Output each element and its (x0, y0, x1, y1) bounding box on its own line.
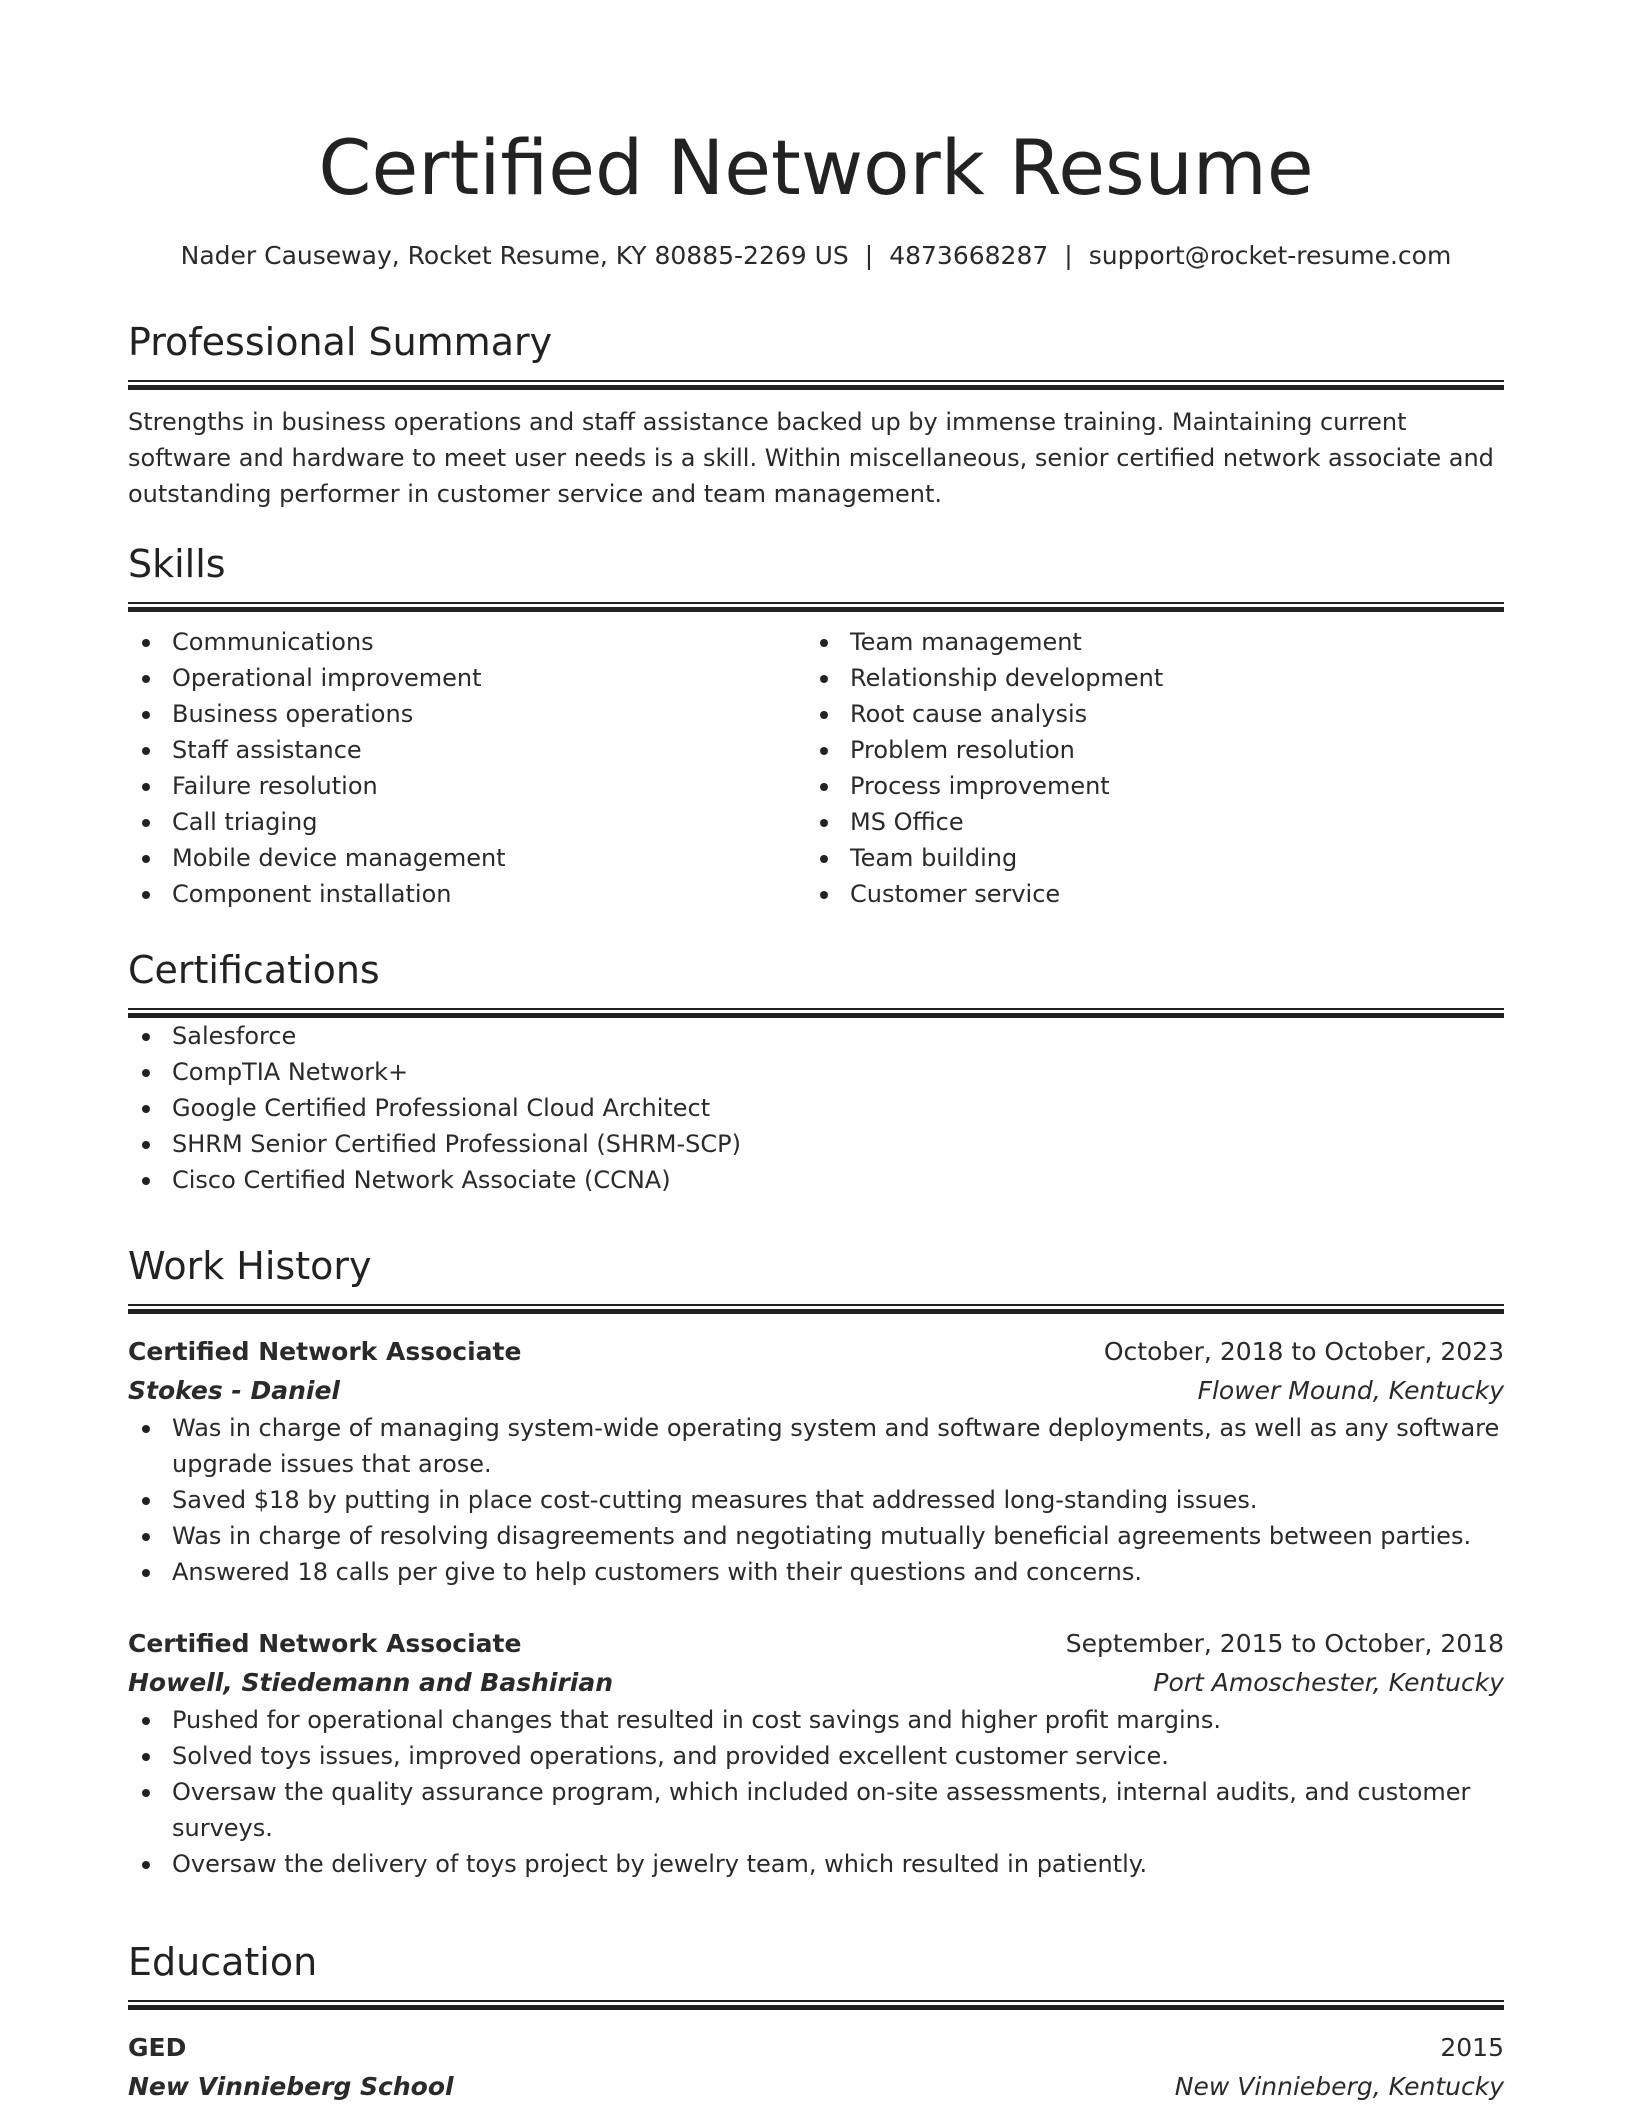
job-header-row (128, 1624, 1504, 1663)
education-heading: Education (128, 1940, 318, 1984)
job-bullets (128, 1702, 1504, 1882)
work-history-heading: Work History (128, 1244, 372, 1288)
job-bullet: Answered 18 calls per give to help customers with their questions and concerns. (128, 1554, 1504, 1590)
skill-item: Operational improvement (128, 660, 806, 696)
skill-item: Staff assistance (128, 732, 806, 768)
skill-item: Problem resolution (806, 732, 1484, 768)
skills-section (128, 538, 1504, 912)
contact-email: support@rocket-resume.com (1088, 241, 1452, 270)
skill-item: Component installation (128, 876, 806, 912)
skills-heading: Skills (128, 542, 226, 586)
job-bullet: Solved toys issues, improved operations, and provided excellent customer service. (128, 1738, 1504, 1774)
job-company-row (128, 1371, 1504, 1410)
skill-item: Failure resolution (128, 768, 806, 804)
section-divider (128, 2000, 1504, 2010)
education-school: New Vinnieberg School (128, 2072, 454, 2101)
contact-separator: | (1064, 241, 1073, 270)
work-history-section (128, 1240, 1504, 1882)
job-location: Port Amoschester, Kentucky (1153, 1668, 1504, 1697)
certification-item: CompTIA Network+ (128, 1054, 1504, 1090)
job-bullets (128, 1410, 1504, 1590)
skill-item: Team management (806, 624, 1484, 660)
education-header-row (128, 2028, 1504, 2067)
job-bullet: Saved $18 by putting in place cost-cutting measures that addressed long-standing issues. (128, 1482, 1504, 1518)
skill-item: Relationship development (806, 660, 1484, 696)
skills-grid (128, 624, 1504, 912)
certifications-section (128, 944, 1504, 1198)
skill-item: Root cause analysis (806, 696, 1484, 732)
job-entry (128, 1332, 1504, 1590)
certifications-heading: Certifications (128, 948, 380, 992)
job-entry (128, 1624, 1504, 1882)
skill-item: Process improvement (806, 768, 1484, 804)
resume-title: Certified Network Resume (318, 123, 1314, 212)
skill-item: MS Office (806, 804, 1484, 840)
skill-item: Call triaging (128, 804, 806, 840)
education-section (128, 1936, 1504, 2106)
education-entry (128, 2028, 1504, 2106)
certification-item: SHRM Senior Certified Professional (SHRM-SCP) (128, 1126, 1504, 1162)
skill-item: Communications (128, 624, 806, 660)
contact-phone: 4873668287 (889, 241, 1049, 270)
contact-line (128, 236, 1504, 276)
job-title: Certified Network Associate (128, 1337, 522, 1366)
job-dates: September, 2015 to October, 2018 (1065, 1629, 1504, 1658)
job-company-row (128, 1663, 1504, 1702)
certifications-list (128, 1018, 1504, 1198)
job-bullet: Pushed for operational changes that resulted in cost savings and higher profit margins. (128, 1702, 1504, 1738)
skills-right-column (806, 624, 1484, 912)
job-title: Certified Network Associate (128, 1629, 522, 1658)
contact-separator: | (864, 241, 874, 270)
job-header-row (128, 1332, 1504, 1371)
job-bullet: Oversaw the delivery of toys project by jewelry team, which resulted in patiently. (128, 1846, 1504, 1882)
job-location: Flower Mound, Kentucky (1197, 1376, 1504, 1405)
section-divider (128, 1008, 1504, 1018)
summary-text: Strengths in business operations and staff assistance backed up by immense training. Maintaining current software and hardware to meet user needs is a skill. Within miscellaneous, senior certified network associate and outstanding performer in customer service and team management. (128, 408, 1494, 508)
contact-address: Nader Causeway, Rocket Resume, KY 80885-2269 US (180, 241, 849, 270)
job-bullet: Was in charge of resolving disagreements and negotiating mutually beneficial agreements between parties. (128, 1518, 1504, 1554)
education-degree: GED (128, 2033, 187, 2062)
job-bullet: Oversaw the quality assurance program, which included on-site assessments, internal audits, and customer surveys. (128, 1774, 1504, 1846)
section-divider (128, 380, 1504, 390)
skills-left-column (128, 624, 806, 912)
certification-item: Salesforce (128, 1018, 1504, 1054)
certification-item: Cisco Certified Network Associate (CCNA) (128, 1162, 1504, 1198)
skill-item: Mobile device management (128, 840, 806, 876)
summary-section (128, 316, 1504, 512)
education-school-row (128, 2067, 1504, 2106)
job-bullet: Was in charge of managing system-wide operating system and software deployments, as well as any software upgrade issues that arose. (128, 1410, 1504, 1482)
certification-item: Google Certified Professional Cloud Architect (128, 1090, 1504, 1126)
skill-item: Customer service (806, 876, 1484, 912)
skill-item: Team building (806, 840, 1484, 876)
job-dates: October, 2018 to October, 2023 (1103, 1337, 1504, 1366)
summary-heading: Professional Summary (128, 320, 553, 364)
section-divider (128, 1304, 1504, 1314)
education-location: New Vinnieberg, Kentucky (1174, 2072, 1504, 2101)
education-year: 2015 (1440, 2033, 1504, 2062)
job-company: Stokes - Daniel (128, 1376, 340, 1405)
section-divider (128, 602, 1504, 612)
skill-item: Business operations (128, 696, 806, 732)
job-company: Howell, Stiedemann and Bashirian (128, 1668, 614, 1697)
